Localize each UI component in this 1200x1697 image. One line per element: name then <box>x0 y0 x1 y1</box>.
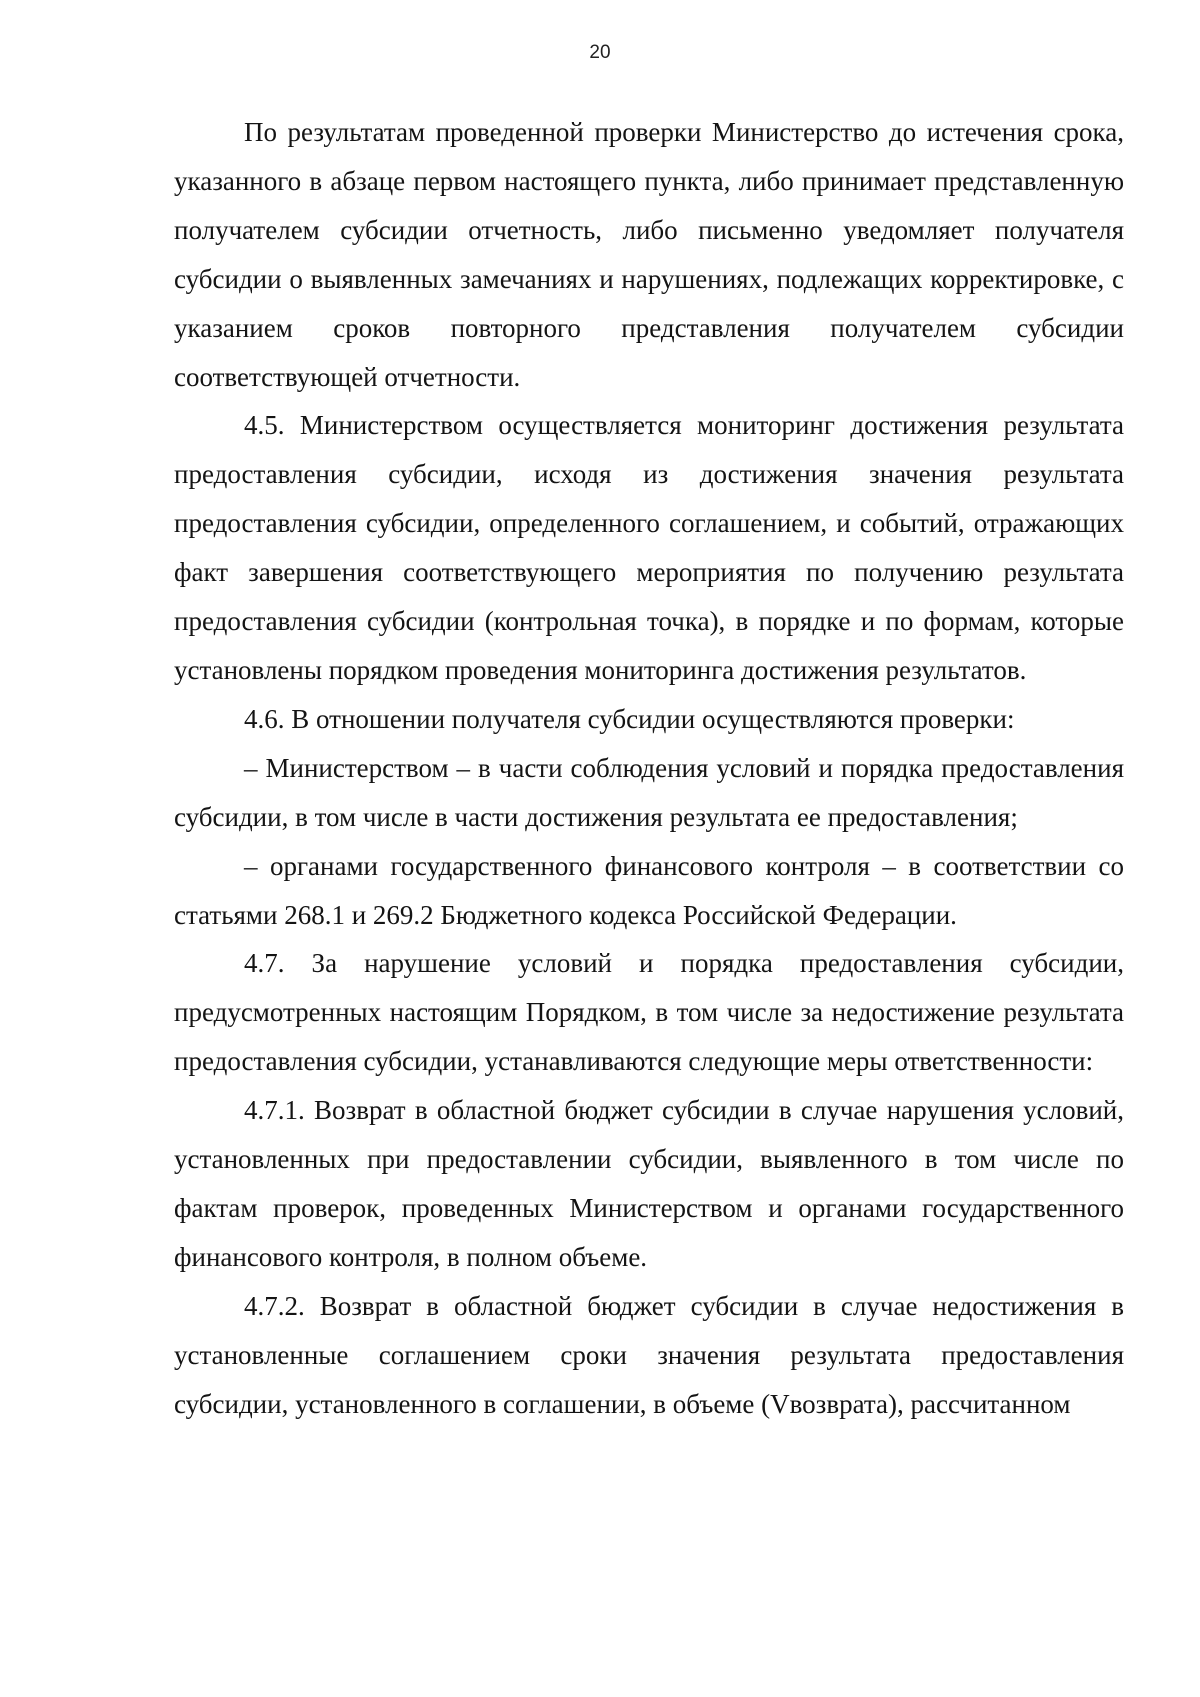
paragraph-review-results: По результатам проведенной проверки Министерство до истечения срока, указанного в абзаце первом настоящего пункта, либо принимает представленную получателем субсидии отчетность, либо письменно уведомляет получателя субсидии о выявленных замечаниях и нарушениях, подлежащих корректировке, с указанием сроков повторного представления получателем субсидии соответствующей отчетности. <box>174 117 1124 392</box>
document-body <box>174 108 1124 1428</box>
paragraph-4-7-responsibility: 4.7. За нарушение условий и порядка предоставления субсидии, предусмотренных настоящим Порядком, в том числе за недостижение результата предоставления субсидии, устанавливаются следующие меры ответственности: <box>174 948 1124 1077</box>
paragraph-4-7-1-return: 4.7.1. Возврат в областной бюджет субсидии в случае нарушения условий, установленных при предоставлении субсидии, выявленного в том числе по фактам проверок, проведенных Министерством и органами государственного финансового контроля, в полном объеме. <box>174 1095 1124 1272</box>
page-number: 20 <box>589 42 611 63</box>
paragraph-4-5-monitoring: 4.5. Министерством осуществляется мониторинг достижения результата предоставления субсидии, исходя из достижения значения результата предоставления субсидии, определенного соглашением, и событий, отражающих факт завершения соответствующего мероприятия по получению результата предоставления субсидии (контрольная точка), в порядке и по формам, которые установлены порядком проведения мониторинга достижения результатов. <box>174 410 1124 685</box>
paragraph-4-6-inspections: 4.6. В отношении получателя субсидии осуществляются проверки: <box>244 703 1015 734</box>
paragraph-financial-control: – органами государственного финансового контроля – в соответствии со статьями 268.1 и 269.2 Бюджетного кодекса Российской Федерации. <box>174 850 1124 930</box>
paragraph-4-7-2-return: 4.7.2. Возврат в областной бюджет субсидии в случае недостижения в установленные соглашением сроки значения результата предоставления субсидии, установленного в соглашении, в объеме (Vвозврата), рассчитанном <box>174 1290 1124 1419</box>
paragraph-ministry-inspection: – Министерством – в части соблюдения условий и порядка предоставления субсидии, в том числе в части достижения результата ее предоставления; <box>174 752 1124 832</box>
